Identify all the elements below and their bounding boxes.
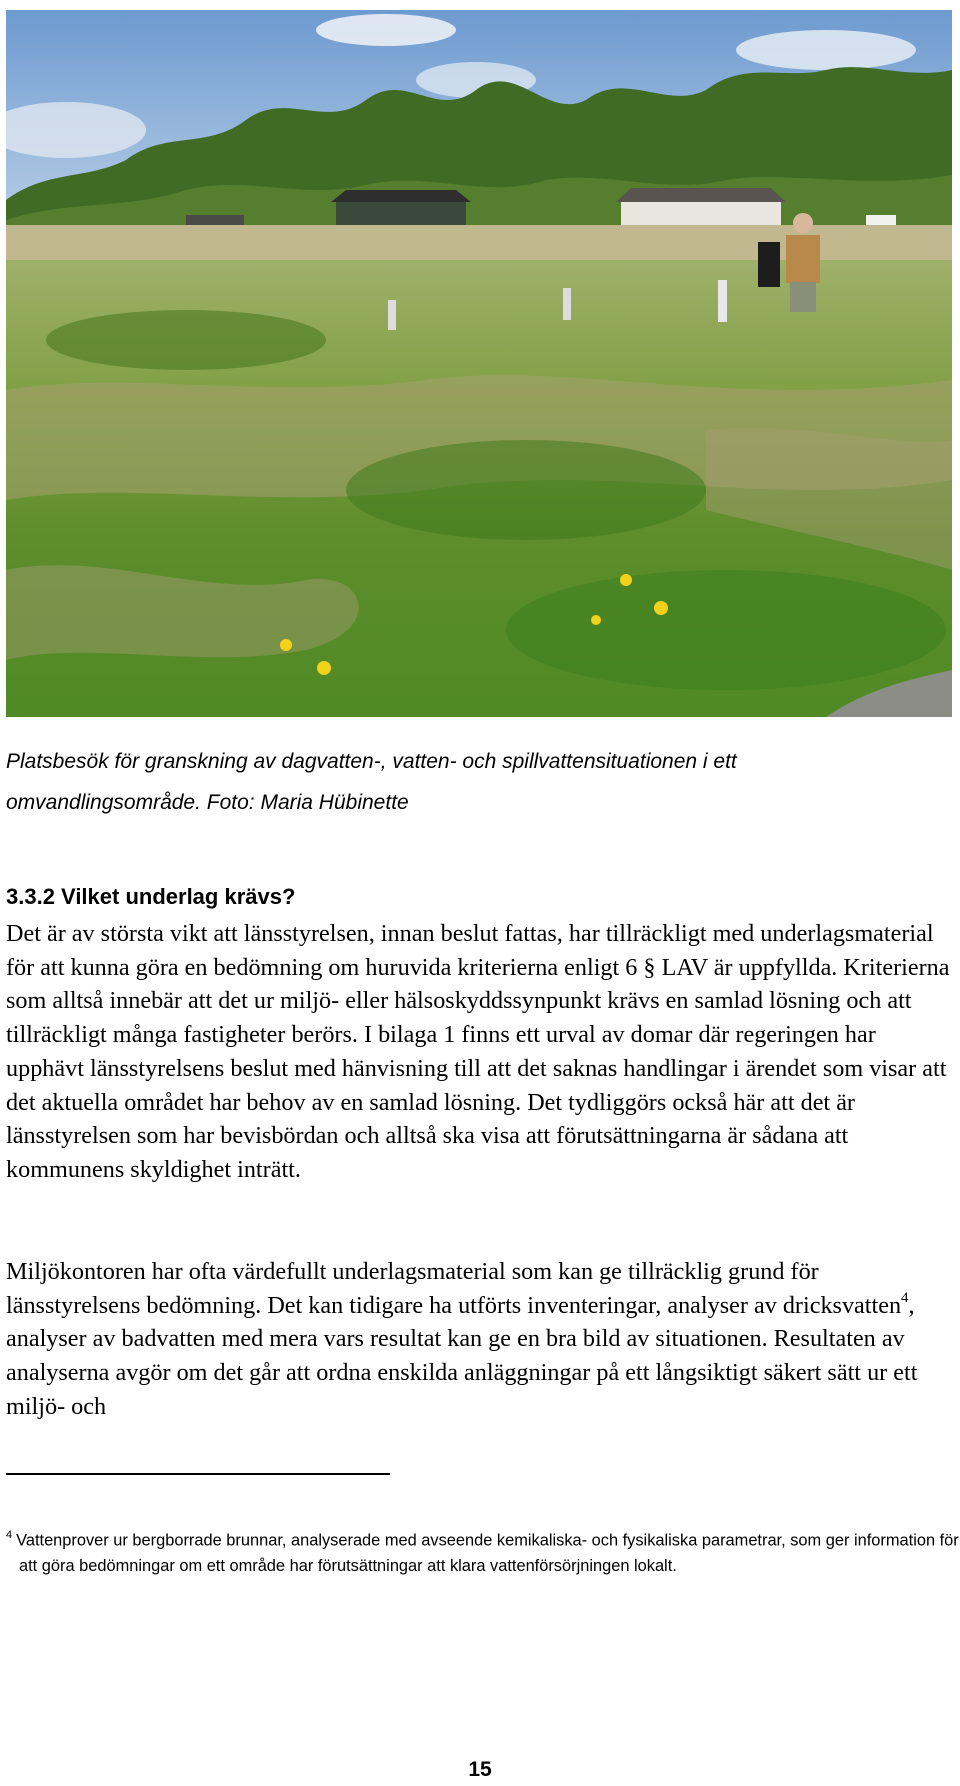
footnote	[6, 1523, 959, 1579]
footnote-marker: 4	[6, 1529, 13, 1541]
paragraph-text: , analyser av badvatten med mera vars resultat kan ge en bra bild av situationen. Resultaten av analyserna avgör om det går att ordna enskilda anläggningar på ett långsiktigt säkert sätt ur ett miljö- och	[6, 1291, 918, 1420]
paragraph	[6, 1255, 954, 1424]
footnote-reference: 4	[901, 1289, 909, 1306]
page-number: 15	[468, 1758, 492, 1781]
photo-illustration	[6, 10, 952, 717]
paragraph: Det är av största vikt att länsstyrelsen, innan beslut fattas, har tillräckligt med underlagsmaterial för att kunna göra en bedömning om huruvida kriterierna enligt 6 § LAV är uppfyllda. Kriterierna som alltså innebär att det ur miljö- eller hälsoskyddssynpunkt krävs en samlad lösning och att tillräckligt många fastigheter berörs. I bilaga 1 finns ett urval av domar där regeringen har upphävt länsstyrelsens beslut med hänvisning till att det saknas handlingar i ärendet som visar att det aktuella området har behov av en samlad lösning. Det tydliggörs också här att det är länsstyrelsen som har bevisbördan och alltså ska visa att förutsättningarna är sådana att kommunens skyldighet inträtt.	[6, 920, 950, 1183]
section-heading: 3.3.2 Vilket underlag krävs?	[6, 884, 296, 909]
paragraph-text: Miljökontoren har ofta värdefullt underlagsmaterial som kan ge tillräcklig grund för länsstyrelsens bedömning. Det kan tidigare ha utförts inventeringar, analyser av dricksvatten	[6, 1258, 902, 1319]
footnote-text: Vattenprover ur bergborrade brunnar, analyserade med avseende kemikaliska- och fysikaliska parametrar, som ger information för att göra bedömningar om ett område har förutsättningar att klara vattenförsörjningen lokalt.	[16, 1531, 959, 1576]
footnote-separator	[6, 1473, 390, 1475]
photo-caption: Platsbesök för granskning av dagvatten-, vatten- och spillvattensituationen i ett omvandlingsområde. Foto: Maria Hübinette	[6, 750, 737, 814]
meadow-photo	[6, 10, 952, 717]
